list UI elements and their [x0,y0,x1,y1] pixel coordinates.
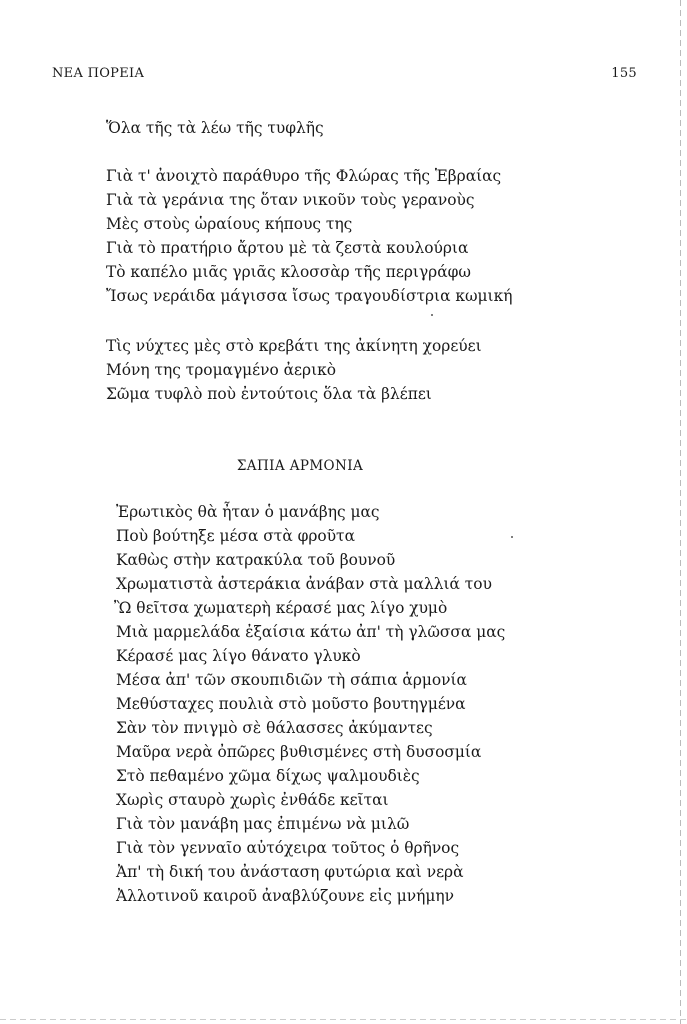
poem2-line: Χωρὶς σταυρὸ χωρὶς ἐνθάδε κεῖται [116,791,389,809]
poem2-line: Μιὰ μαρμελάδα ἐξαίσια κάτω ἀπ' τὴ γλῶσσα μας [116,623,506,641]
poem2-line: Γιὰ τὸν μανάβη μας ἐπιμένω νὰ μιλῶ [116,815,410,833]
poem2-line: Γιὰ τὸν γενναῖο αὐτόχειρα τοῦτος ὁ θρῆνος [116,839,460,857]
poem2-line: Καθὼς στὴν κατρακύλα τοῦ βουνοῦ [116,551,396,569]
poem2-line: Μαῦρα νερὰ ὀπῶρες βυθισμένες στὴ δυσοσμία [116,743,482,761]
ink-speck [431,314,433,316]
poem1-line: Τὶς νύχτες μὲς στὸ κρεβάτι της ἀκίνητη χορεύει [106,337,482,355]
poem2-line: Μεθύσταχες πουλιὰ στὸ μοῦστο βουτηγμένα [116,695,466,713]
poem1-line: Μὲς στοὺς ὡραίους κήπους της [106,215,353,233]
page-number: 155 [611,66,637,81]
page-edge-bottom [0,1019,687,1020]
poem1-line: Ἴσως νεράιδα μάγισσα ἴσως τραγουδίστρια κωμική [106,287,513,305]
poem2-line: Ποὺ βούτηξε μέσα στὰ φροῦτα [116,527,355,545]
poem1-line: Γιὰ τ' ἀνοιχτὸ παράθυρο τῆς Φλώρας τῆς Ἑβραίας [106,167,502,185]
poem2-line: Ἐρωτικὸς θὰ ἦταν ὁ μανάβης μας [116,503,380,521]
poem2-line: Ἀλλοτινοῦ καιροῦ ἀναβλύζουνε εἰς μνήμην [116,887,454,905]
running-head-title: ΝΕΑ ΠΟΡΕΙΑ [52,66,145,81]
poem2-line: Ἀπ' τὴ δική του ἀνάσταση φυτώρια καὶ νερὰ [116,863,464,881]
poem1-line: Τὸ καπέλο μιᾶς γριᾶς κλοσσὰρ τῆς περιγράφω [106,263,471,281]
poem2-title: ΣΑΠΙΑ ΑΡΜΟΝΙΑ [236,458,364,474]
poem2-line: Σὰν τὸν πνιγμὸ σὲ θάλασσες ἀκύμαντες [116,719,433,737]
poem2-line: Ὢ θεῖτσα χωματερὴ κέρασέ μας λίγο χυμὸ [114,599,448,617]
poem1-line: Σῶμα τυφλὸ ποὺ ἐντούτοις ὅλα τὰ βλέπει [106,385,432,403]
poem2-line: Μέσα ἀπ' τῶν σκουπιδιῶν τὴ σάπια ἁρμονία [116,671,467,689]
poem2-line: Στὸ πεθαμένο χῶμα δίχως ψαλμουδιὲς [116,767,420,785]
poem2-line: Χρωματιστὰ ἀστεράκια ἀνάβαν στὰ μαλλιά του [116,575,492,593]
page-edge-right [680,0,681,1024]
poem2-line: Κέρασέ μας λίγο θάνατο γλυκὸ [116,647,361,665]
poem1-line: Μόνη της τρομαγμένο ἀερικὸ [106,361,336,379]
poem1-line: Γιὰ τὰ γεράνια της ὅταν νικοῦν τοὺς γερανοὺς [106,191,475,209]
running-head [52,66,637,84]
poem1-line: Ὅλα τῆς τὰ λέω τῆς τυφλῆς [106,119,324,137]
ink-speck [511,536,513,538]
poem1-line: Γιὰ τὸ πρατήριο ἄρτου μὲ τὰ ζεστὰ κουλούρια [106,239,469,257]
